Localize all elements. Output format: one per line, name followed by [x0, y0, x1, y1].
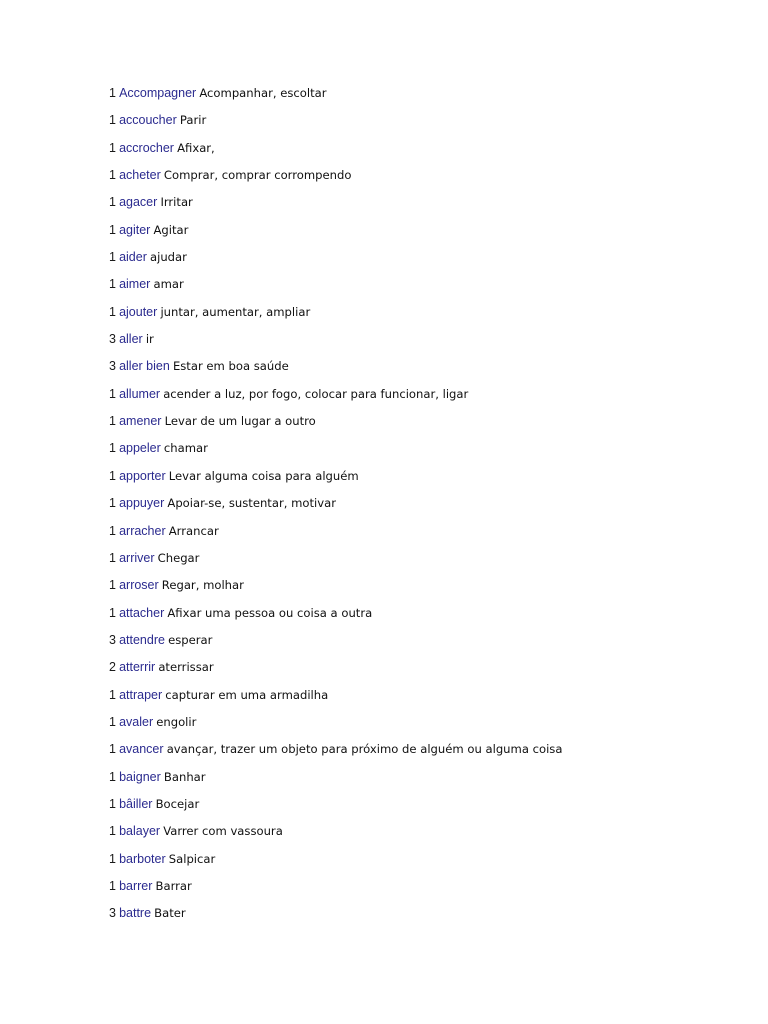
portuguese-translation: Comprar, comprar corrompendo	[163, 168, 352, 183]
verb-entry	[109, 275, 562, 302]
french-verb: allumer	[119, 386, 161, 401]
verb-group-number: 1	[109, 414, 116, 429]
portuguese-translation: Regar, molhar	[161, 578, 244, 593]
verb-entry	[109, 631, 562, 658]
verb-group-number: 1	[109, 441, 116, 456]
verb-group-number: 1	[109, 468, 116, 483]
verb-group-number: 1	[109, 304, 116, 319]
french-verb: atterrir	[119, 660, 156, 675]
french-verb: agacer	[119, 195, 158, 210]
verb-entry	[109, 193, 562, 220]
verb-entry	[109, 139, 562, 166]
french-verb: agiter	[119, 222, 151, 237]
verb-entry	[109, 795, 562, 822]
verb-group-number: 1	[109, 824, 116, 839]
french-verb: arroser	[119, 578, 159, 593]
french-verb: aller	[119, 332, 143, 347]
verb-group-number: 1	[109, 796, 116, 811]
verb-group-number: 1	[109, 386, 116, 401]
verb-entry	[109, 166, 562, 193]
french-verb: attendre	[119, 632, 165, 647]
portuguese-translation: Afixar,	[177, 140, 215, 155]
verb-group-number: 1	[109, 523, 116, 538]
verb-entry	[109, 576, 562, 603]
verb-group-number: 3	[109, 359, 116, 374]
french-verb: appuyer	[119, 496, 165, 511]
portuguese-translation: Bater	[154, 906, 186, 921]
verb-entry	[109, 330, 562, 357]
french-verb: baigner	[119, 769, 161, 784]
portuguese-translation: Agitar	[153, 222, 189, 237]
verb-entry	[109, 549, 562, 576]
verb-group-number: 1	[109, 250, 116, 265]
portuguese-translation: Levar alguma coisa para alguém	[168, 468, 359, 483]
french-verb: aimer	[119, 277, 151, 292]
french-verb: bâiller	[119, 796, 153, 811]
verb-group-number: 1	[109, 578, 116, 593]
french-verb: appeler	[119, 441, 161, 456]
verb-group-number: 1	[109, 113, 116, 128]
french-verb: arriver	[119, 550, 155, 565]
french-verb: barrer	[119, 878, 153, 893]
french-verb: arracher	[119, 523, 166, 538]
verb-entry	[109, 357, 562, 384]
portuguese-translation: avançar, trazer um objeto para próximo de alguém ou alguma coisa	[166, 742, 563, 757]
verb-entry	[109, 84, 562, 111]
portuguese-translation: Afixar uma pessoa ou coisa a outra	[167, 605, 373, 620]
portuguese-translation: Salpicar	[168, 851, 216, 866]
verb-entry	[109, 494, 562, 521]
french-verb: attacher	[119, 605, 165, 620]
verb-group-number: 3	[109, 632, 116, 647]
portuguese-translation: capturar em uma armadilha	[165, 687, 329, 702]
portuguese-translation: Apoiar-se, sustentar, motivar	[167, 496, 336, 511]
portuguese-translation: Banhar	[163, 769, 206, 784]
verb-group-number: 1	[109, 496, 116, 511]
portuguese-translation: Chegar	[157, 550, 200, 565]
french-verb: avaler	[119, 714, 154, 729]
portuguese-translation: Varrer com vassoura	[163, 824, 283, 839]
verb-entry	[109, 850, 562, 877]
verb-entry	[109, 467, 562, 494]
verb-entry	[109, 522, 562, 549]
verb-entry	[109, 658, 562, 685]
portuguese-translation: chamar	[163, 441, 208, 456]
verb-entry	[109, 412, 562, 439]
portuguese-translation: amar	[153, 277, 184, 292]
verb-entry	[109, 713, 562, 740]
verb-entry	[109, 303, 562, 330]
verb-entry	[109, 385, 562, 412]
verb-entry	[109, 768, 562, 795]
french-verb: aider	[119, 250, 147, 265]
french-verb: balayer	[119, 824, 161, 839]
portuguese-translation: ir	[145, 332, 154, 347]
french-verb: attraper	[119, 687, 163, 702]
french-verb: amener	[119, 414, 162, 429]
verb-group-number: 1	[109, 550, 116, 565]
portuguese-translation: acender a luz, por fogo, colocar para funcionar, ligar	[163, 386, 469, 401]
portuguese-translation: aterrissar	[158, 660, 214, 675]
verb-group-number: 3	[109, 906, 116, 921]
verb-group-number: 2	[109, 660, 116, 675]
verb-entry	[109, 877, 562, 904]
french-verb: accoucher	[119, 113, 177, 128]
verb-entry	[109, 686, 562, 713]
french-verb: accrocher	[119, 140, 174, 155]
verb-group-number: 1	[109, 851, 116, 866]
portuguese-translation: Acompanhar, escoltar	[199, 86, 327, 100]
verb-entry	[109, 740, 562, 767]
verb-entry	[109, 248, 562, 275]
verb-group-number: 3	[109, 332, 116, 347]
french-verb: battre	[119, 906, 152, 921]
french-verb: barboter	[119, 851, 166, 866]
french-verb: acheter	[119, 168, 161, 183]
portuguese-translation: Parir	[179, 113, 207, 128]
portuguese-translation: Irritar	[160, 195, 193, 210]
french-verb: avancer	[119, 742, 164, 757]
portuguese-translation: juntar, aumentar, ampliar	[160, 304, 311, 319]
french-verb: ajouter	[119, 304, 158, 319]
portuguese-translation: engolir	[156, 714, 197, 729]
verb-entry	[109, 221, 562, 248]
verb-group-number: 1	[109, 222, 116, 237]
portuguese-translation: Levar de um lugar a outro	[164, 414, 316, 429]
verb-entry	[109, 111, 562, 138]
verb-group-number: 1	[109, 878, 116, 893]
portuguese-translation: esperar	[168, 632, 213, 647]
portuguese-translation: ajudar	[150, 250, 187, 265]
verb-entry	[109, 439, 562, 466]
portuguese-translation: Bocejar	[155, 796, 200, 811]
verb-group-number: 1	[109, 140, 116, 155]
verb-group-number: 1	[109, 687, 116, 702]
verb-entry	[109, 904, 562, 931]
verb-group-number: 1	[109, 195, 116, 210]
portuguese-translation: Estar em boa saúde	[172, 359, 289, 374]
verb-group-number: 1	[109, 168, 116, 183]
verb-group-number: 1	[109, 714, 116, 729]
portuguese-translation: Arrancar	[168, 523, 219, 538]
verb-group-number: 1	[109, 742, 116, 757]
portuguese-translation: Barrar	[155, 878, 192, 893]
verb-group-number: 1	[109, 277, 116, 292]
verb-entry	[109, 604, 562, 631]
verb-list	[109, 84, 562, 932]
french-verb: Accompagner	[119, 86, 197, 100]
verb-group-number: 1	[109, 86, 116, 100]
verb-group-number: 1	[109, 769, 116, 784]
french-verb: apporter	[119, 468, 166, 483]
verb-group-number: 1	[109, 605, 116, 620]
french-verb: aller bien	[119, 359, 170, 374]
verb-entry	[109, 822, 562, 849]
